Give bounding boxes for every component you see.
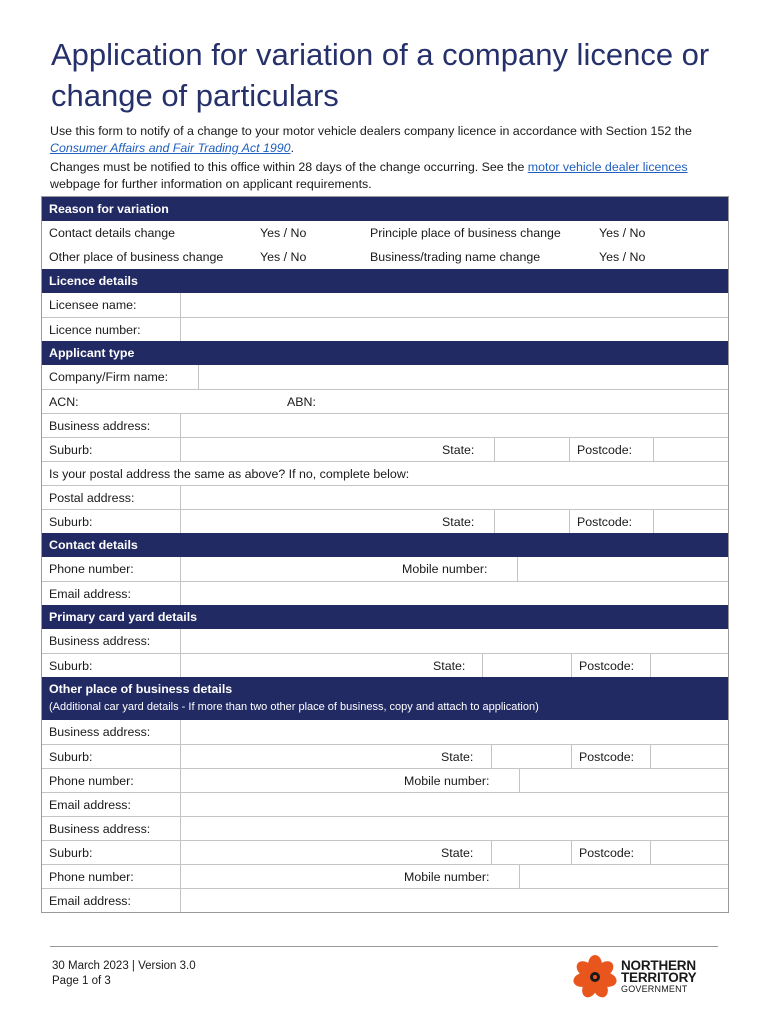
licence-number-row — [42, 317, 728, 341]
other-suburb-field[interactable] — [180, 745, 434, 768]
logo-wordmark: NORTHERN TERRITORY GOVERNMENT — [621, 958, 697, 994]
other-email-field[interactable] — [180, 793, 728, 816]
other-place-subtitle: (Additional car yard details - If more than two other place of business, copy and attach to application) — [49, 701, 539, 713]
field-label: Postcode: — [569, 438, 653, 461]
section-header-primary-yard: Primary card yard details — [42, 605, 728, 629]
yard-state-field[interactable] — [482, 654, 571, 677]
field-label: Mobile number: — [404, 869, 490, 884]
other-address-field[interactable] — [180, 720, 728, 744]
footer-info — [52, 959, 196, 989]
yes-no-toggle[interactable]: Yes / No — [260, 250, 307, 264]
other-mobile-field[interactable] — [519, 769, 728, 792]
yard-suburb-row — [42, 653, 728, 677]
field-label: Licensee name: — [49, 298, 137, 312]
field-label: Email address: — [49, 797, 131, 812]
other-phone-row-1 — [42, 768, 728, 792]
business-address-field[interactable] — [180, 414, 728, 437]
intro-text — [50, 123, 730, 195]
reason-label: Contact details change — [49, 226, 176, 240]
field-label: Business address: — [49, 821, 151, 836]
postal-suburb-row — [42, 509, 728, 533]
other-suburb-row-1 — [42, 744, 728, 768]
section-header-contact: Contact details — [42, 533, 728, 557]
postal-address-field[interactable] — [180, 486, 728, 509]
yard-postcode-field[interactable] — [650, 654, 728, 677]
field-label: Suburb: — [49, 442, 93, 457]
postal-suburb-field[interactable] — [180, 510, 435, 533]
state-field[interactable] — [494, 438, 569, 461]
company-name-field[interactable] — [198, 365, 728, 389]
footer-divider — [50, 946, 718, 947]
yes-no-toggle[interactable]: Yes / No — [599, 226, 646, 240]
other-state-field-2[interactable] — [491, 841, 571, 864]
field-label: Company/Firm name: — [49, 370, 169, 384]
phone-field[interactable] — [180, 557, 395, 581]
application-form — [41, 196, 729, 913]
field-label: Suburb: — [49, 749, 93, 764]
field-label: Postcode: — [571, 841, 650, 864]
company-row — [42, 365, 728, 389]
reason-label: Business/trading name change — [370, 250, 541, 264]
yard-address-row — [42, 629, 728, 653]
field-label: State: — [441, 845, 474, 860]
other-address-field-2[interactable] — [180, 817, 728, 840]
intro-paragraph-1: Use this form to notify of a change to your motor vehicle dealers company licence in accordance with Section 152 the Consumer Affairs and Fair Trading Act 1990. — [50, 124, 692, 155]
section-header-reason: Reason for variation — [42, 197, 728, 221]
yard-suburb-field[interactable] — [180, 654, 426, 677]
field-label: Mobile number: — [402, 562, 488, 576]
other-place-title: Other place of business details — [49, 682, 233, 696]
postal-question: Is your postal address the same as above? If no, complete below: — [49, 466, 410, 481]
section-header-applicant: Applicant type — [42, 341, 728, 365]
field-label: Email address: — [49, 586, 131, 601]
field-label: State: — [433, 658, 466, 673]
field-label: Postal address: — [49, 490, 135, 505]
reason-row-1 — [42, 221, 728, 245]
postal-state-field[interactable] — [494, 510, 569, 533]
field-label: Email address: — [49, 893, 131, 908]
other-email-field-2[interactable] — [180, 889, 728, 912]
reason-label: Principle place of business change — [370, 226, 561, 240]
licence-number-field[interactable] — [180, 318, 728, 341]
other-mobile-field-2[interactable] — [519, 865, 728, 888]
email-field[interactable] — [180, 582, 728, 605]
licensee-row — [42, 293, 728, 317]
field-label: Phone number: — [49, 773, 134, 788]
field-label: Postcode: — [571, 654, 650, 677]
other-suburb-row-2 — [42, 840, 728, 864]
field-label: Phone number: — [49, 869, 134, 884]
other-email-row-1 — [42, 792, 728, 816]
other-suburb-field-2[interactable] — [180, 841, 434, 864]
intro-paragraph-2: Changes must be notified to this office within 28 days of the change occurring. See the motor vehicle dealer licences webpage for further information on applicant requirements. — [50, 160, 688, 191]
act-link[interactable]: Consumer Affairs and Fair Trading Act 1990 — [50, 141, 291, 155]
other-address-row-2 — [42, 816, 728, 840]
other-phone-field-2[interactable] — [180, 865, 397, 888]
contact-phone-row — [42, 557, 728, 581]
postcode-field[interactable] — [653, 438, 728, 461]
field-label: Business address: — [49, 418, 151, 433]
field-label: Postcode: — [569, 510, 653, 533]
field-label: Suburb: — [49, 514, 93, 529]
footer-date-version: 30 March 2023 | Version 3.0 — [52, 960, 196, 972]
other-postcode-field-2[interactable] — [650, 841, 728, 864]
field-label: Business address: — [49, 725, 151, 739]
business-address-row — [42, 413, 728, 437]
field-label: Suburb: — [49, 845, 93, 860]
yard-address-field[interactable] — [180, 629, 728, 653]
suburb-field[interactable] — [180, 438, 435, 461]
footer-page-number: Page 1 of 3 — [52, 975, 111, 987]
suburb-row — [42, 437, 728, 461]
acn-field[interactable]: ACN: — [49, 394, 79, 409]
licensee-name-field[interactable] — [180, 293, 728, 317]
field-label: State: — [442, 442, 475, 457]
field-label: State: — [441, 749, 474, 764]
other-phone-row-2 — [42, 864, 728, 888]
other-address-row-1 — [42, 720, 728, 744]
contact-email-row — [42, 581, 728, 605]
postal-address-row — [42, 485, 728, 509]
field-label: State: — [442, 514, 475, 529]
field-label: Business address: — [49, 634, 151, 648]
yes-no-toggle[interactable]: Yes / No — [260, 226, 307, 240]
yes-no-toggle[interactable]: Yes / No — [599, 250, 646, 264]
reason-row-2 — [42, 245, 728, 269]
page-title: Application for variation of a company licence or change of particulars — [51, 37, 710, 113]
dealer-licences-link[interactable]: motor vehicle dealer licences — [527, 160, 688, 174]
field-label: Licence number: — [49, 322, 141, 337]
other-state-field[interactable] — [491, 745, 571, 768]
postal-question-row — [42, 461, 728, 485]
section-header-licence: Licence details — [42, 269, 728, 293]
postal-postcode-field[interactable] — [653, 510, 728, 533]
section-header-other-place — [42, 677, 728, 720]
field-label: Postcode: — [571, 745, 650, 768]
other-phone-field[interactable] — [180, 769, 397, 792]
reason-label: Other place of business change — [49, 250, 224, 264]
other-email-row-2 — [42, 888, 728, 912]
field-label: Suburb: — [49, 658, 93, 673]
acn-abn-row — [42, 389, 728, 413]
field-label: Mobile number: — [404, 773, 490, 788]
flower-icon — [572, 954, 618, 1000]
field-label: Phone number: — [49, 562, 134, 576]
abn-field[interactable]: ABN: — [287, 394, 316, 409]
mobile-field[interactable] — [517, 557, 728, 581]
other-postcode-field[interactable] — [650, 745, 728, 768]
nt-government-logo — [572, 954, 712, 1000]
